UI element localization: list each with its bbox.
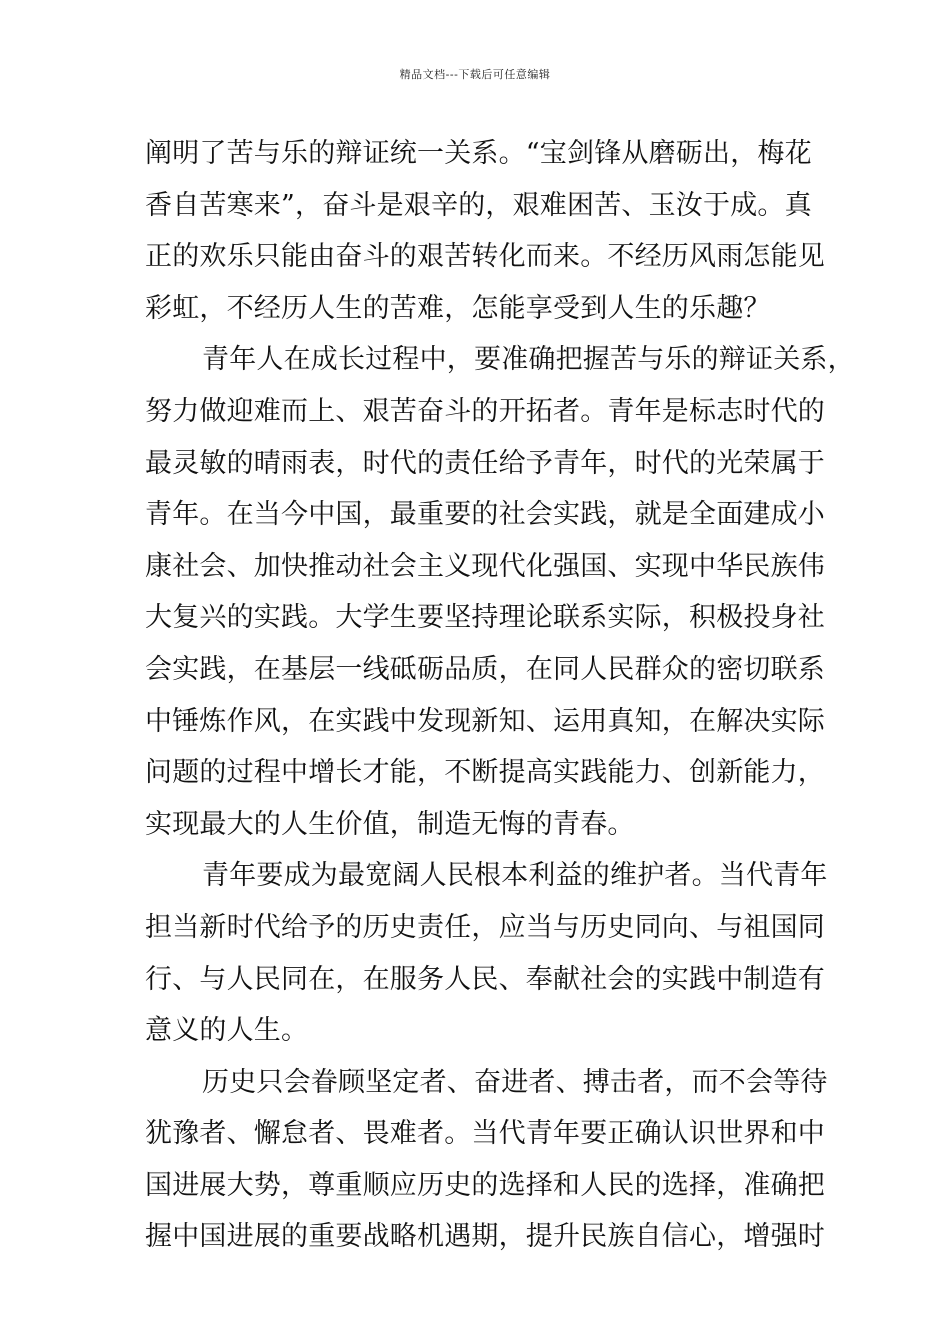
text-line: 历史只会眷顾坚定者、奋进者、搏击者，而不会等待 [202, 1066, 828, 1098]
text-line: 最灵敏的晴雨表，时代的责任给予青年，时代的光荣属于 [145, 447, 825, 479]
text-line: 犹豫者、懈怠者、畏难者。当代青年要正确认识世界和中 [145, 1118, 825, 1150]
text-line: 行、与人民同在，在服务人民、奉献社会的实践中制造有 [145, 963, 825, 995]
text-line: 青年要成为最宽阔人民根本利益的维护者。当代青年 [202, 860, 828, 892]
text-line: 青年人在成长过程中，要准确把握苦与乐的辩证关系， [202, 344, 855, 376]
text-line: 正的欢乐只能由奋斗的艰苦转化而来。不经历风雨怎能见 [145, 241, 825, 273]
text-line: 彩虹，不经历人生的苦难，怎能享受到人生的乐趣？ [145, 292, 771, 324]
text-line: 意义的人生。 [145, 1015, 309, 1047]
text-line: 香自苦寒来”，奋斗是艰辛的，艰难困苦、玉汝于成。真 [145, 189, 812, 221]
text-line: 握中国进展的重要战略机遇期，提升民族自信心，增强时 [145, 1221, 825, 1253]
text-line: 阐明了苦与乐的辩证统一关系。“宝剑锋从磨砺出，梅花 [145, 138, 812, 169]
text-line: 会实践，在基层一线砥砺品质，在同人民群众的密切联系 [145, 653, 825, 685]
text-line: 努力做迎难而上、艰苦奋斗的开拓者。青年是标志时代的 [145, 395, 825, 427]
text-line: 康社会、加快推动社会主义现代化强国、实现中华民族伟 [145, 550, 825, 582]
document-body [145, 128, 855, 1263]
page-header: 精品文档---下载后可任意编辑 [399, 68, 551, 81]
text-line: 实现最大的人生价值，制造无悔的青春。 [145, 808, 635, 840]
text-line: 担当新时代给予的历史责任，应当与历史同向、与祖国同 [145, 911, 825, 943]
text-line: 问题的过程中增长才能，不断提高实践能力、创新能力， [145, 757, 825, 789]
text-line: 青年。在当今中国，最重要的社会实践，就是全面建成小 [145, 499, 825, 531]
text-line: 中锤炼作风，在实践中发现新知、运用真知，在解决实际 [145, 705, 825, 737]
text-line: 国进展大势，尊重顺应历史的选择和人民的选择，准确把 [145, 1169, 825, 1201]
text-line: 大复兴的实践。大学生要坚持理论联系实际，积极投身社 [145, 602, 825, 634]
